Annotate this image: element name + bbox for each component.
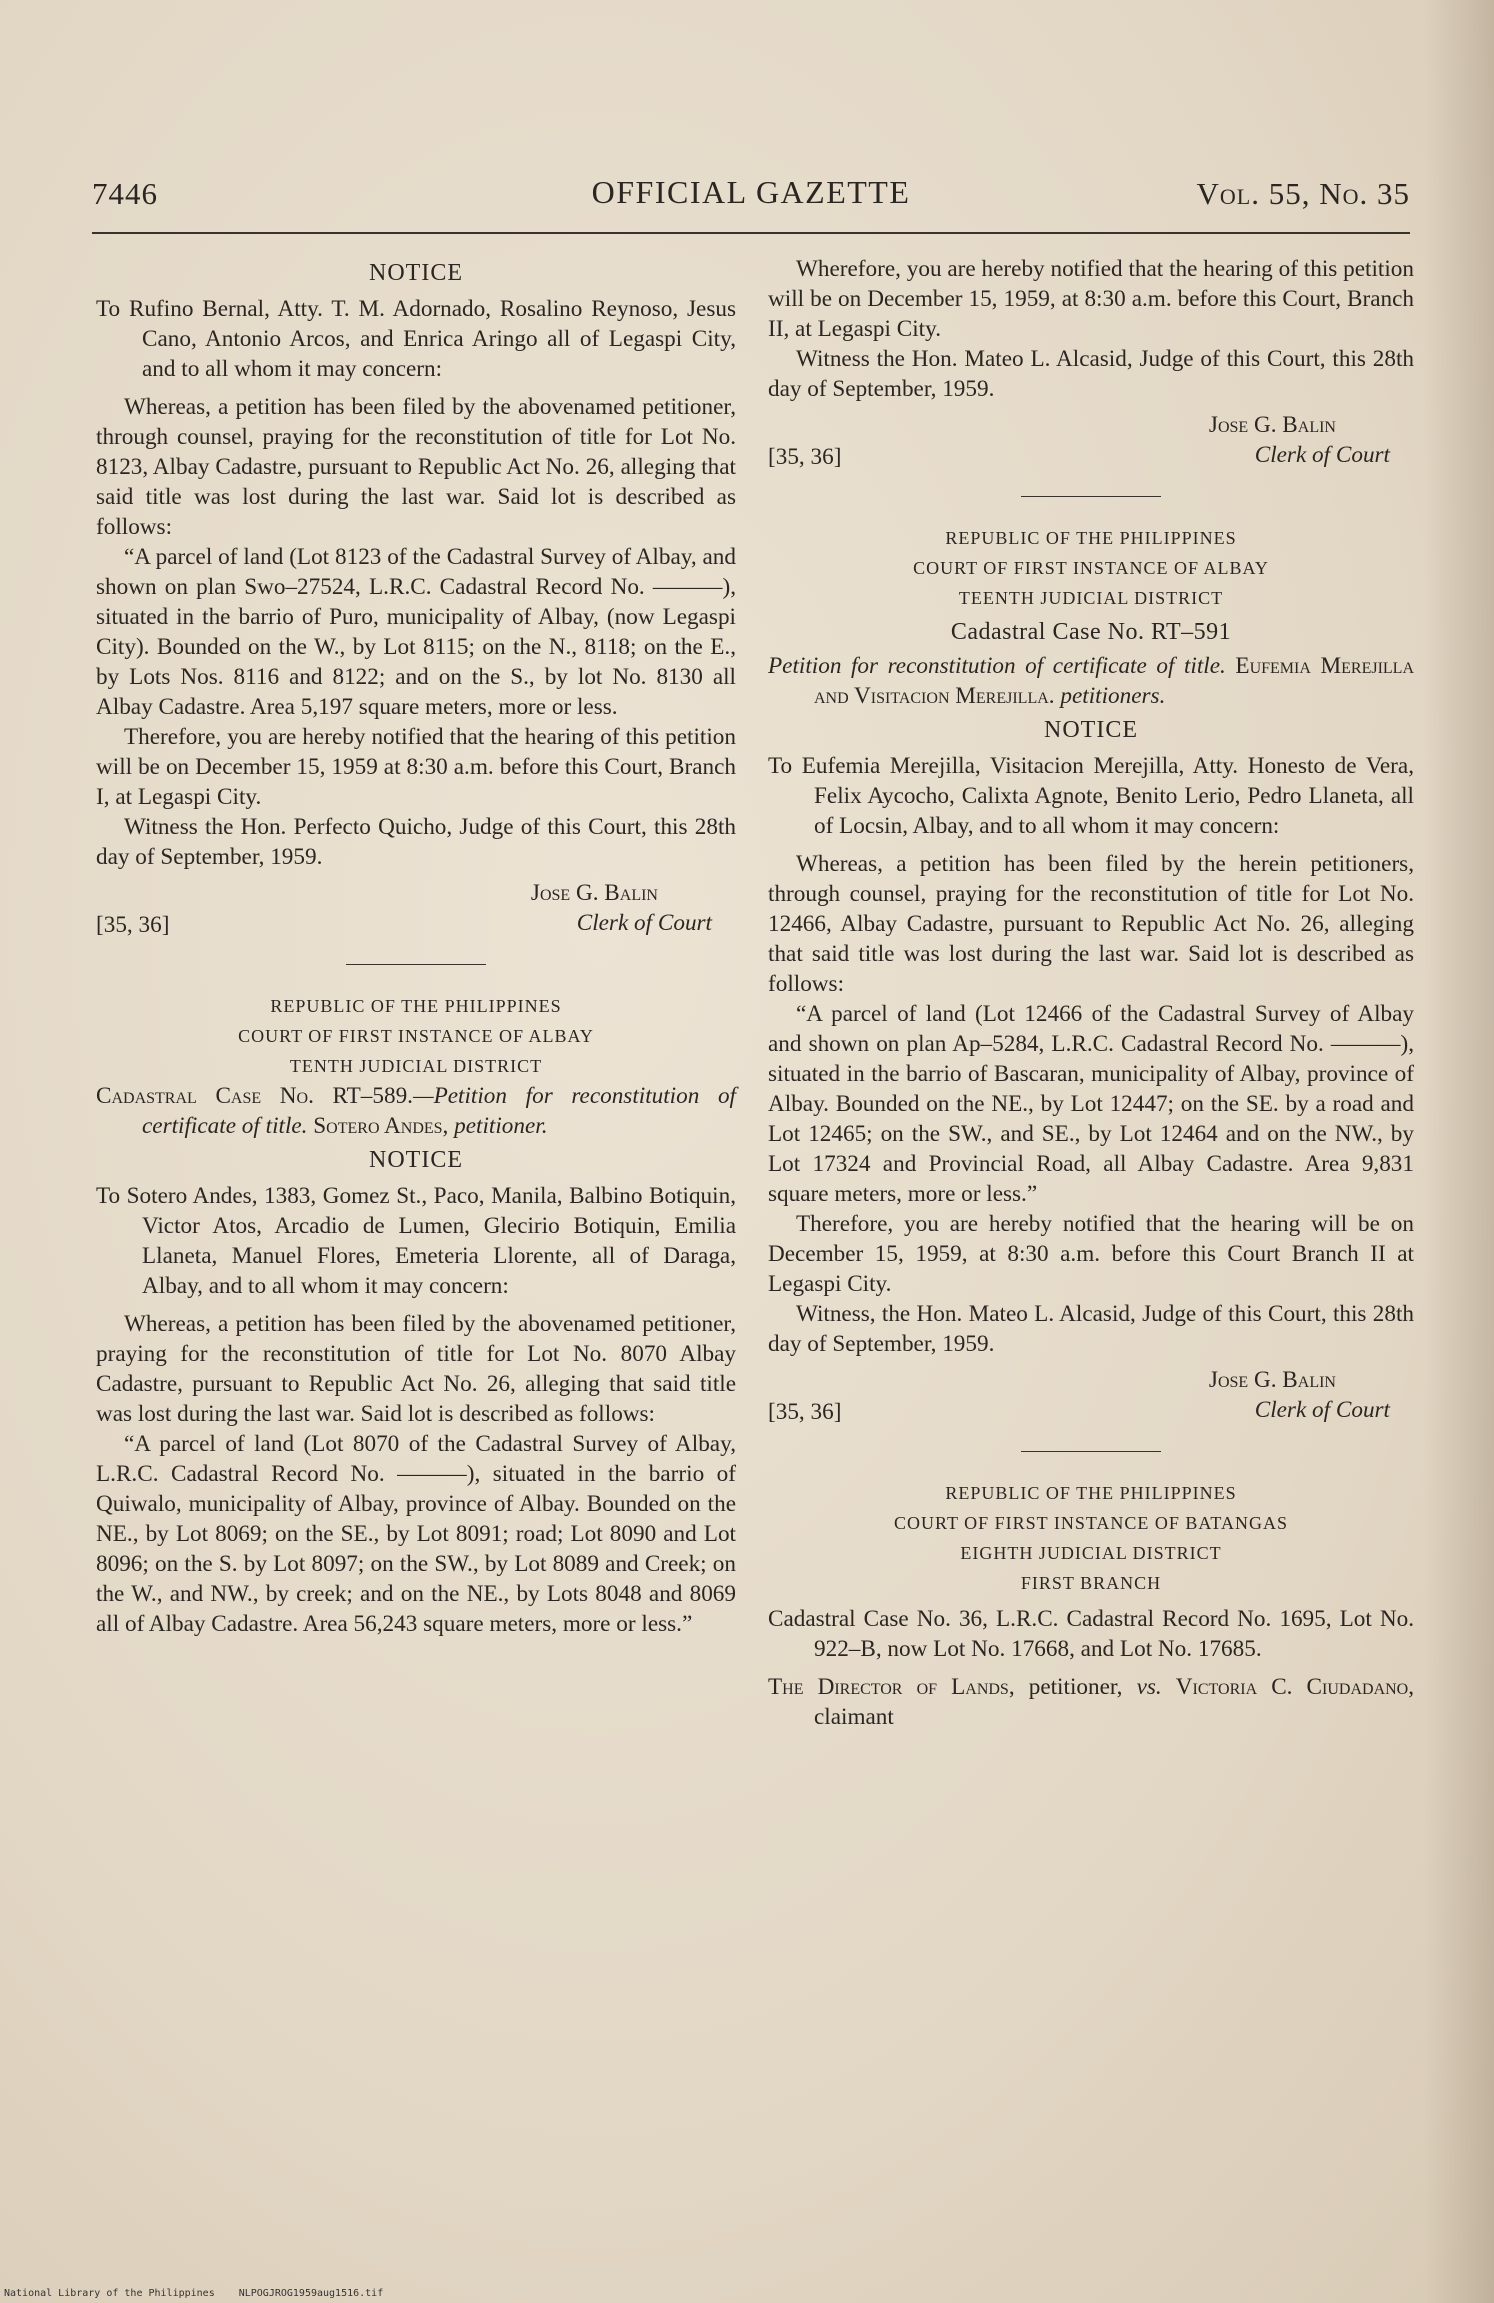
header-rule (92, 232, 1410, 234)
case-number: Cadastral Case No. RT–591 (950, 619, 1232, 645)
case-description: Petition for reconstitution of certificate of title. (768, 653, 1226, 679)
case-number: Cadastral Case No. RT–589. (96, 1083, 413, 1109)
party-role: claimant (814, 1704, 894, 1730)
notice-paragraph: “A parcel of land (Lot 12466 of the Cadastral Survey of Albay and shown on plan Ap–5284, L.R.C. Cadastral Record No. ———), situated in the barrio of Bascaran, municipality of Albay, province of Albay. Bounded on the NE., by Lot 12447; on the SE. by a road and Lot 12465; on the SW., and SE., by Lot 12464 and on the NW., by Lot 17324 and Provincial Road, all Albay Cadastre. Area 9,831 square meters, more or less.” (768, 1001, 1414, 1207)
page-header (92, 170, 1410, 226)
notice-paragraph: Therefore, you are hereby notified that the hearing will be on December 15, 1959, at 8:30 a.m. before this Court Branch II at Legaspi City. (768, 1211, 1414, 1297)
publication-title: OFFICIAL GAZETTE (591, 174, 911, 210)
signatory-title: Clerk of Court (1254, 442, 1390, 468)
signatory-title: Clerk of Court (1254, 1397, 1390, 1423)
notice-heading: NOTICE (369, 1147, 463, 1173)
petitioner-role: petitioner. (454, 1113, 548, 1139)
signatory-name: Jose G. Balin (1208, 1367, 1336, 1393)
notice-paragraph: Witness the Hon. Mateo L. Alcasid, Judge of this Court, this 28th day of September, 1959. (768, 346, 1414, 402)
notice-heading: NOTICE (369, 260, 463, 286)
notice-paragraph: Whereas, a petition has been filed by the abovenamed petitioner, through counsel, praying for the reconstitution of title for Lot No. 8123, Albay Cadastre, pursuant to Republic Act No. 26, alleging that said title was lost during the last war. Said lot is described as follows: (96, 394, 736, 540)
notice-address: To Eufemia Merejilla, Visitacion Merejilla, Atty. Honesto de Vera, Felix Aycocho, Calixta Agnote, Benito Lerio, Pedro Llaneta, all of Locsin, Albay, and to all whom it may concern: (768, 753, 1414, 839)
case-description: —Petition for reconstitution of certificate of title. (142, 1083, 737, 1139)
court-line: REPUBLIC OF THE PHILIPPINES (945, 528, 1237, 548)
notice-paragraph: Whereas, a petition has been filed by the abovenamed petitioner, praying for the reconstitution of title for Lot No. 8070 Albay Cadastre, pursuant to Republic Act No. 26, alleging that said title was lost during the last war. Said lot is described as follows: (96, 1311, 736, 1427)
notice-paragraph: Therefore, you are hereby notified that the hearing of this petition will be on December 15, 1959 at 8:30 a.m. before this Court, Branch I, at Legaspi City. (96, 724, 736, 810)
court-line: COURT OF FIRST INSTANCE OF ALBAY (238, 1026, 594, 1046)
court-line: TENTH JUDICIAL DISTRICT (289, 1056, 543, 1076)
notice-case-rt-589 (96, 991, 736, 1639)
footer-library: National Library of the Philippines (4, 2288, 215, 2299)
notice-paragraph: “A parcel of land (Lot 8070 of the Cadastral Survey of Albay, L.R.C. Cadastral Record No. ———), situated in the barrio of Quiwalo, municipality of Albay, province of Albay. Bounded on the NE., by Lot 8069; on the SE., by Lot 8091; road; Lot 8090 and Lot 8096; on the S. by Lot 8097; on the SW., by Lot 8089 and Creek; on the W., and NW., by creek; and on the NE., by Lots 8048 and 8069 all of Albay Cadastre. Area 56,243 square meters, more or less.” (96, 1431, 736, 1637)
petitioner-role: petitioners. (1060, 683, 1166, 709)
notice-heading: NOTICE (1044, 717, 1138, 743)
court-line: COURT OF FIRST INSTANCE OF BATANGAS (894, 1513, 1288, 1533)
case-caption (96, 1081, 736, 1141)
case-parties (768, 1672, 1414, 1732)
signatory-name: Jose G. Balin (1208, 412, 1336, 438)
notice-address: To Sotero Andes, 1383, Gomez St., Paco, Manila, Balbino Botiquin, Victor Atos, Arcadio de Lumen, Glecirio Botiquin, Emilia Llaneta, Manuel Flores, Emeteria Llorente, all of Daraga, Albay, and to all whom it may concern: (96, 1183, 736, 1299)
petitioner-names: Eufemia Merejilla and Visitacion Merejilla. (814, 653, 1414, 709)
court-line: EIGHTH JUDICIAL DISTRICT (960, 1543, 1222, 1563)
section-divider (1021, 496, 1161, 497)
scan-footer (4, 2288, 383, 2299)
court-line: REPUBLIC OF THE PHILIPPINES (270, 996, 562, 1016)
party-petitioner: The Director of Lands, (768, 1674, 1015, 1700)
notice-paragraph: Wherefore, you are hereby notified that the hearing of this petition will be on December 15, 1959, at 8:30 a.m. before this Court, Branch II, at Legaspi City. (768, 256, 1414, 342)
issue-reference: [35, 36] (768, 444, 842, 470)
notice-address: To Rufino Bernal, Atty. T. M. Adornado, Rosalino Reynoso, Jesus Cano, Antonio Arcos, and Enrica Aringo all of Legaspi City, and to all whom it may concern: (96, 296, 736, 382)
court-line: COURT OF FIRST INSTANCE OF ALBAY (913, 558, 1269, 578)
notice-paragraph: Whereas, a petition has been filed by the herein petitioners, through counsel, praying for the reconstitution of title for Lot No. 12466, Albay Cadastre, pursuant to Republic Act No. 26, alleging that said title was lost during the last war. Said lot is described as follows: (768, 851, 1414, 997)
notice-paragraph: Witness the Hon. Perfecto Quicho, Judge of this Court, this 28th day of September, 1959. (96, 814, 736, 870)
case-line: Cadastral Case No. 36, L.R.C. Cadastral Record No. 1695, Lot No. 922–B, now Lot No. 17668, and Lot No. 17685. (768, 1606, 1414, 1662)
page-edge-shadow (1424, 0, 1494, 2303)
versus-label: vs. (1136, 1674, 1162, 1700)
page-number: 7446 (92, 176, 158, 211)
section-divider (346, 964, 486, 965)
court-line: REPUBLIC OF THE PHILIPPINES (945, 1483, 1237, 1503)
court-line: TEENTH JUDICIAL DISTRICT (958, 588, 1224, 608)
party-claimant: Victoria C. Ciudadano, (1175, 1674, 1415, 1700)
left-column (96, 254, 736, 1639)
right-column (768, 254, 1414, 1732)
notice-case-rt-591 (768, 523, 1414, 1429)
issue-reference: [35, 36] (96, 912, 170, 938)
signatory-name: Jose G. Balin (530, 880, 658, 906)
signature-block (96, 878, 736, 942)
signatory-title: Clerk of Court (576, 910, 712, 936)
petitioner-name: Sotero Andes, (313, 1113, 449, 1139)
signature-block (768, 1365, 1414, 1429)
issue-reference: [35, 36] (768, 1399, 842, 1425)
notice-lot-8123 (96, 258, 736, 942)
notice-paragraph: “A parcel of land (Lot 8123 of the Cadastral Survey of Albay, and shown on plan Swo–27524, L.R.C. Cadastral Record No. ———), situated in the barrio of Puro, municipality of Albay, (now Legaspi City). Bounded on the W., by Lot 8115; on the N., 8118; on the E., by Lots Nos. 8116 and 8122; and on the S., by lot No. 8130 all Albay Cadastre. Area 5,197 square meters, more or less. (96, 544, 736, 720)
volume-number: Vol. 55, No. 35 (1196, 176, 1410, 211)
signature-block (768, 410, 1414, 474)
court-line: FIRST BRANCH (1020, 1573, 1162, 1593)
section-divider (1021, 1451, 1161, 1452)
case-caption (768, 651, 1414, 711)
notice-paragraph: Witness, the Hon. Mateo L. Alcasid, Judge of this Court, this 28th day of September, 1959. (768, 1301, 1414, 1357)
footer-file: NLPOGJROG1959aug1516.tif (238, 2288, 384, 2299)
notice-cadastral-case-36 (768, 1478, 1414, 1732)
notice-lot-8070-continued (768, 254, 1414, 474)
party-role: petitioner, (1028, 1674, 1123, 1700)
